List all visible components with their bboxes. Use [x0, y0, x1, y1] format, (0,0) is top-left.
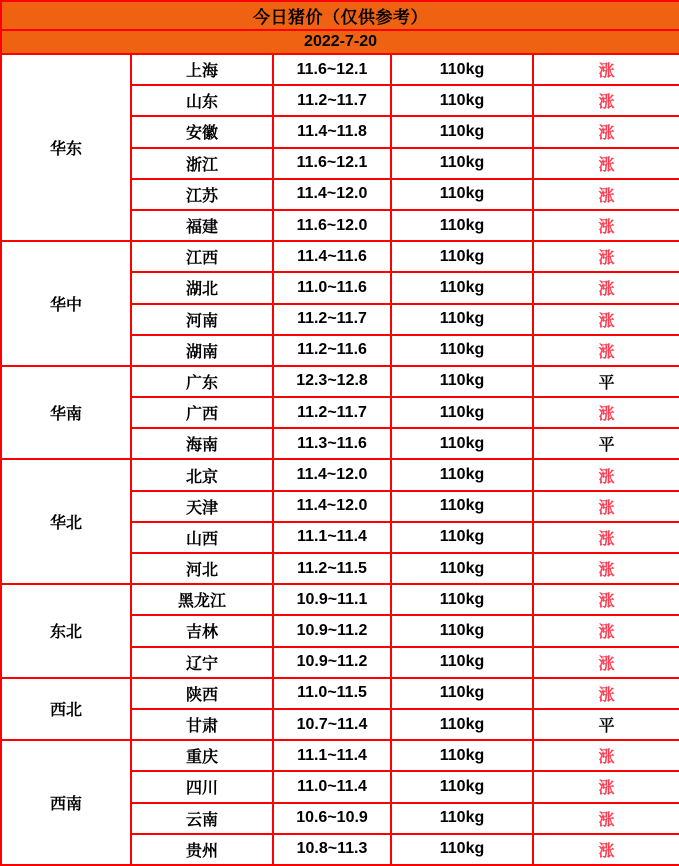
region-cell: 华北	[1, 459, 131, 584]
price-cell: 10.6~10.9	[273, 803, 391, 834]
weight-cell: 110kg	[391, 335, 533, 366]
trend-cell: 涨	[533, 678, 679, 709]
province-cell: 河北	[131, 553, 273, 584]
weight-cell: 110kg	[391, 85, 533, 116]
price-cell: 11.2~11.5	[273, 553, 391, 584]
weight-cell: 110kg	[391, 366, 533, 397]
weight-cell: 110kg	[391, 553, 533, 584]
table-row	[1, 459, 679, 490]
trend-cell: 涨	[533, 397, 679, 428]
province-cell: 四川	[131, 771, 273, 802]
price-cell: 11.4~11.8	[273, 116, 391, 147]
price-cell: 11.4~12.0	[273, 179, 391, 210]
trend-cell: 涨	[533, 179, 679, 210]
province-cell: 吉林	[131, 615, 273, 646]
weight-cell: 110kg	[391, 834, 533, 865]
price-table-body	[1, 1, 679, 865]
province-cell: 山西	[131, 522, 273, 553]
province-cell: 上海	[131, 54, 273, 85]
price-cell: 11.6~12.0	[273, 210, 391, 241]
trend-cell: 涨	[533, 553, 679, 584]
trend-cell: 涨	[533, 148, 679, 179]
province-cell: 贵州	[131, 834, 273, 865]
province-cell: 河南	[131, 304, 273, 335]
table-row	[1, 366, 679, 397]
weight-cell: 110kg	[391, 210, 533, 241]
weight-cell: 110kg	[391, 709, 533, 740]
weight-cell: 110kg	[391, 241, 533, 272]
province-cell: 辽宁	[131, 647, 273, 678]
province-cell: 山东	[131, 85, 273, 116]
trend-cell: 涨	[533, 210, 679, 241]
table-row	[1, 678, 679, 709]
weight-cell: 110kg	[391, 647, 533, 678]
weight-cell: 110kg	[391, 459, 533, 490]
weight-cell: 110kg	[391, 116, 533, 147]
trend-cell: 涨	[533, 771, 679, 802]
weight-cell: 110kg	[391, 803, 533, 834]
trend-cell: 平	[533, 709, 679, 740]
trend-cell: 涨	[533, 241, 679, 272]
weight-cell: 110kg	[391, 522, 533, 553]
trend-cell: 涨	[533, 803, 679, 834]
trend-cell: 涨	[533, 272, 679, 303]
trend-cell: 平	[533, 428, 679, 459]
province-cell: 北京	[131, 459, 273, 490]
title-row	[1, 1, 679, 30]
province-cell: 广西	[131, 397, 273, 428]
province-cell: 浙江	[131, 148, 273, 179]
trend-cell: 涨	[533, 85, 679, 116]
trend-cell: 涨	[533, 116, 679, 147]
weight-cell: 110kg	[391, 491, 533, 522]
province-cell: 湖南	[131, 335, 273, 366]
province-cell: 安徽	[131, 116, 273, 147]
price-cell: 10.9~11.2	[273, 615, 391, 646]
weight-cell: 110kg	[391, 771, 533, 802]
price-cell: 10.9~11.2	[273, 647, 391, 678]
trend-cell: 涨	[533, 740, 679, 771]
trend-cell: 涨	[533, 459, 679, 490]
trend-cell: 涨	[533, 834, 679, 865]
region-cell: 华中	[1, 241, 131, 366]
date-label: 2022-7-20	[1, 30, 679, 54]
weight-cell: 110kg	[391, 179, 533, 210]
price-cell: 11.2~11.7	[273, 304, 391, 335]
weight-cell: 110kg	[391, 740, 533, 771]
weight-cell: 110kg	[391, 428, 533, 459]
region-cell: 西南	[1, 740, 131, 865]
price-cell: 11.0~11.6	[273, 272, 391, 303]
province-cell: 江西	[131, 241, 273, 272]
province-cell: 江苏	[131, 179, 273, 210]
price-cell: 11.1~11.4	[273, 522, 391, 553]
region-cell: 东北	[1, 584, 131, 678]
trend-cell: 涨	[533, 522, 679, 553]
trend-cell: 涨	[533, 335, 679, 366]
price-cell: 11.1~11.4	[273, 740, 391, 771]
price-cell: 11.4~11.6	[273, 241, 391, 272]
province-cell: 湖北	[131, 272, 273, 303]
price-cell: 12.3~12.8	[273, 366, 391, 397]
trend-cell: 涨	[533, 615, 679, 646]
price-cell: 11.0~11.5	[273, 678, 391, 709]
page-title: 今日猪价（仅供参考）	[1, 1, 679, 30]
table-row	[1, 740, 679, 771]
province-cell: 陕西	[131, 678, 273, 709]
table-row	[1, 241, 679, 272]
region-cell: 华东	[1, 54, 131, 241]
province-cell: 福建	[131, 210, 273, 241]
table-row	[1, 54, 679, 85]
weight-cell: 110kg	[391, 584, 533, 615]
province-cell: 天津	[131, 491, 273, 522]
trend-cell: 涨	[533, 584, 679, 615]
province-cell: 重庆	[131, 740, 273, 771]
province-cell: 黑龙江	[131, 584, 273, 615]
weight-cell: 110kg	[391, 615, 533, 646]
price-cell: 10.8~11.3	[273, 834, 391, 865]
price-cell: 11.2~11.7	[273, 85, 391, 116]
price-cell: 11.2~11.6	[273, 335, 391, 366]
price-cell: 11.3~11.6	[273, 428, 391, 459]
province-cell: 广东	[131, 366, 273, 397]
price-cell: 11.6~12.1	[273, 54, 391, 85]
weight-cell: 110kg	[391, 397, 533, 428]
trend-cell: 平	[533, 366, 679, 397]
province-cell: 甘肃	[131, 709, 273, 740]
price-cell: 10.9~11.1	[273, 584, 391, 615]
weight-cell: 110kg	[391, 54, 533, 85]
table-row	[1, 584, 679, 615]
region-cell: 华南	[1, 366, 131, 460]
weight-cell: 110kg	[391, 678, 533, 709]
price-cell: 10.7~11.4	[273, 709, 391, 740]
trend-cell: 涨	[533, 54, 679, 85]
region-cell: 西北	[1, 678, 131, 740]
date-row	[1, 30, 679, 54]
weight-cell: 110kg	[391, 304, 533, 335]
province-cell: 云南	[131, 803, 273, 834]
price-cell: 11.0~11.4	[273, 771, 391, 802]
price-cell: 11.4~12.0	[273, 459, 391, 490]
price-cell: 11.4~12.0	[273, 491, 391, 522]
weight-cell: 110kg	[391, 148, 533, 179]
price-cell: 11.2~11.7	[273, 397, 391, 428]
trend-cell: 涨	[533, 491, 679, 522]
province-cell: 海南	[131, 428, 273, 459]
price-cell: 11.6~12.1	[273, 148, 391, 179]
weight-cell: 110kg	[391, 272, 533, 303]
trend-cell: 涨	[533, 647, 679, 678]
trend-cell: 涨	[533, 304, 679, 335]
